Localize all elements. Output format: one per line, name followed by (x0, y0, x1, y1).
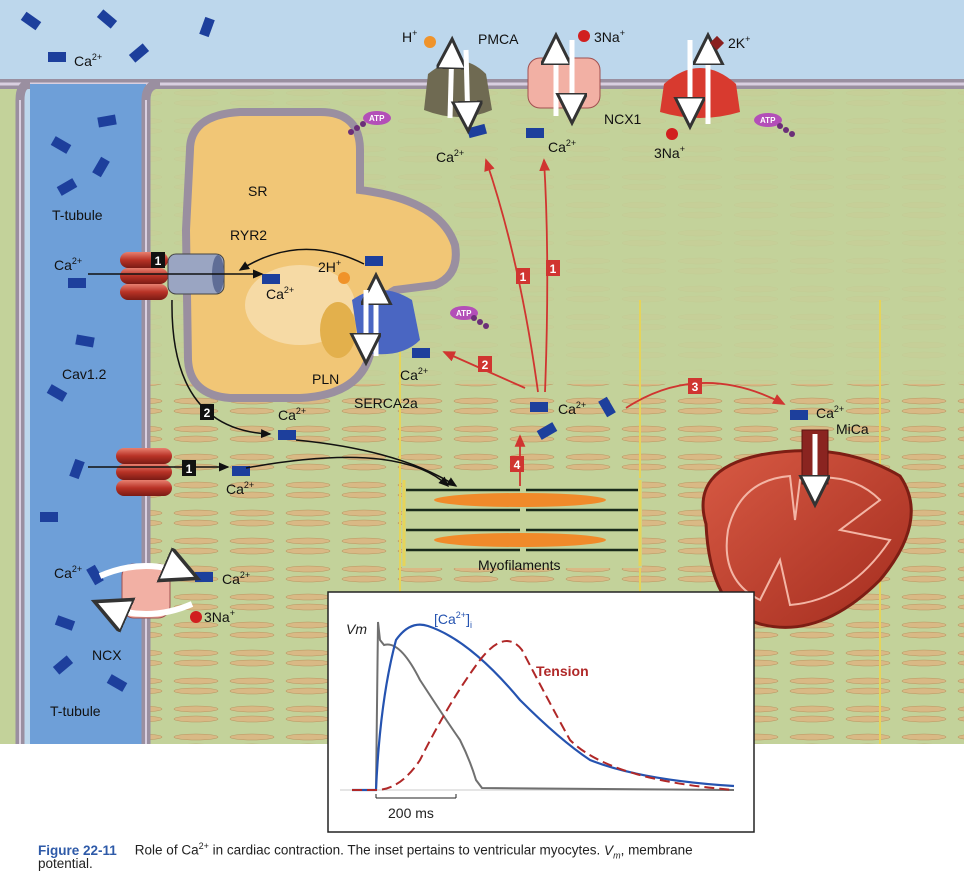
label-ncx1: NCX1 (604, 111, 642, 127)
caption-text-b: in cardiac contraction. The inset pertains to ventricular myocytes. (208, 842, 605, 858)
label-ncx: NCX (92, 647, 122, 663)
label-2k: 2K+ (728, 34, 751, 51)
t-tubule (30, 84, 146, 746)
label-step1-ca: $Ca^{2+}$ (226, 480, 255, 497)
label-step2-ca: $Ca^{2+}$ (278, 406, 307, 423)
label-ryr2-ca: $Ca^{2+}$ (266, 285, 295, 302)
label-2h: 2H+ (318, 258, 342, 275)
step-badge-3: 3 (691, 380, 699, 394)
label-t-tubule-top: T-tubule (52, 207, 103, 223)
step-badge-2: 2 (481, 358, 489, 372)
label-ncx1-na: 3Na+ (594, 28, 625, 45)
step-badge-4: 4 (513, 458, 521, 472)
caption-sup: 2+ (198, 841, 209, 851)
inset-graph (328, 592, 754, 832)
caption-text-a: Role of Ca (134, 842, 199, 858)
label-pmca-h: H+ (402, 28, 418, 45)
label-pln: PLN (312, 371, 340, 387)
label-ryr2: RYR2 (230, 227, 268, 243)
caption-text-c: , membrane (620, 842, 693, 858)
label-pmca: PMCA (478, 31, 519, 47)
step-badge-1: 1 (549, 262, 557, 276)
label-mica: MiCa (836, 421, 869, 437)
label-ncx1-ca: $Ca^{2+}$ (548, 138, 577, 155)
label-cav12: Cav1.2 (62, 366, 107, 382)
label-myofilaments: Myofilaments (478, 557, 561, 573)
label-ca-extracellular: $Ca^{2+}$ (74, 52, 103, 69)
step-badge-1: 1 (519, 270, 527, 284)
step-badge-1: 1 (154, 254, 162, 268)
label-serca2a: SERCA2a (354, 395, 418, 411)
scale-bar-label: 200 ms (388, 805, 434, 821)
label-ncx-na: 3Na+ (204, 608, 235, 625)
label-serca-ca: $Ca^{2+}$ (400, 366, 429, 383)
figure-number: Figure 22-11 (38, 842, 117, 858)
atp-label: ATP (369, 114, 385, 123)
tension-label: Tension (536, 663, 589, 679)
atp-label: ATP (456, 309, 472, 318)
step-badge-1: 1 (185, 462, 193, 476)
label-ca-ncx: $Ca^{2+}$ (54, 564, 83, 581)
myofilaments (402, 478, 642, 568)
label-ncx-ca: $Ca^{2+}$ (222, 570, 251, 587)
caption-line-2: potential. (38, 856, 93, 871)
calcium-label: $[Ca^{2+}]_i$ (434, 610, 472, 630)
label-ca-tubule: $Ca^{2+}$ (54, 256, 83, 273)
figure-caption (38, 838, 938, 871)
label-sr: SR (248, 183, 268, 199)
atp-label: ATP (760, 116, 776, 125)
vm-label: Vm (346, 621, 367, 637)
label-t-tubule-bottom: T-tubule (50, 703, 101, 719)
caption-vm: $V_m$ (604, 842, 621, 861)
label-3na: 3Na+ (654, 144, 685, 161)
step-badge-2: 2 (203, 406, 211, 420)
label-mito-ca: $Ca^{2+}$ (816, 404, 845, 421)
label-pmca-ca: $Ca^{2+}$ (436, 148, 465, 165)
label-center-ca: $Ca^{2+}$ (558, 400, 587, 417)
